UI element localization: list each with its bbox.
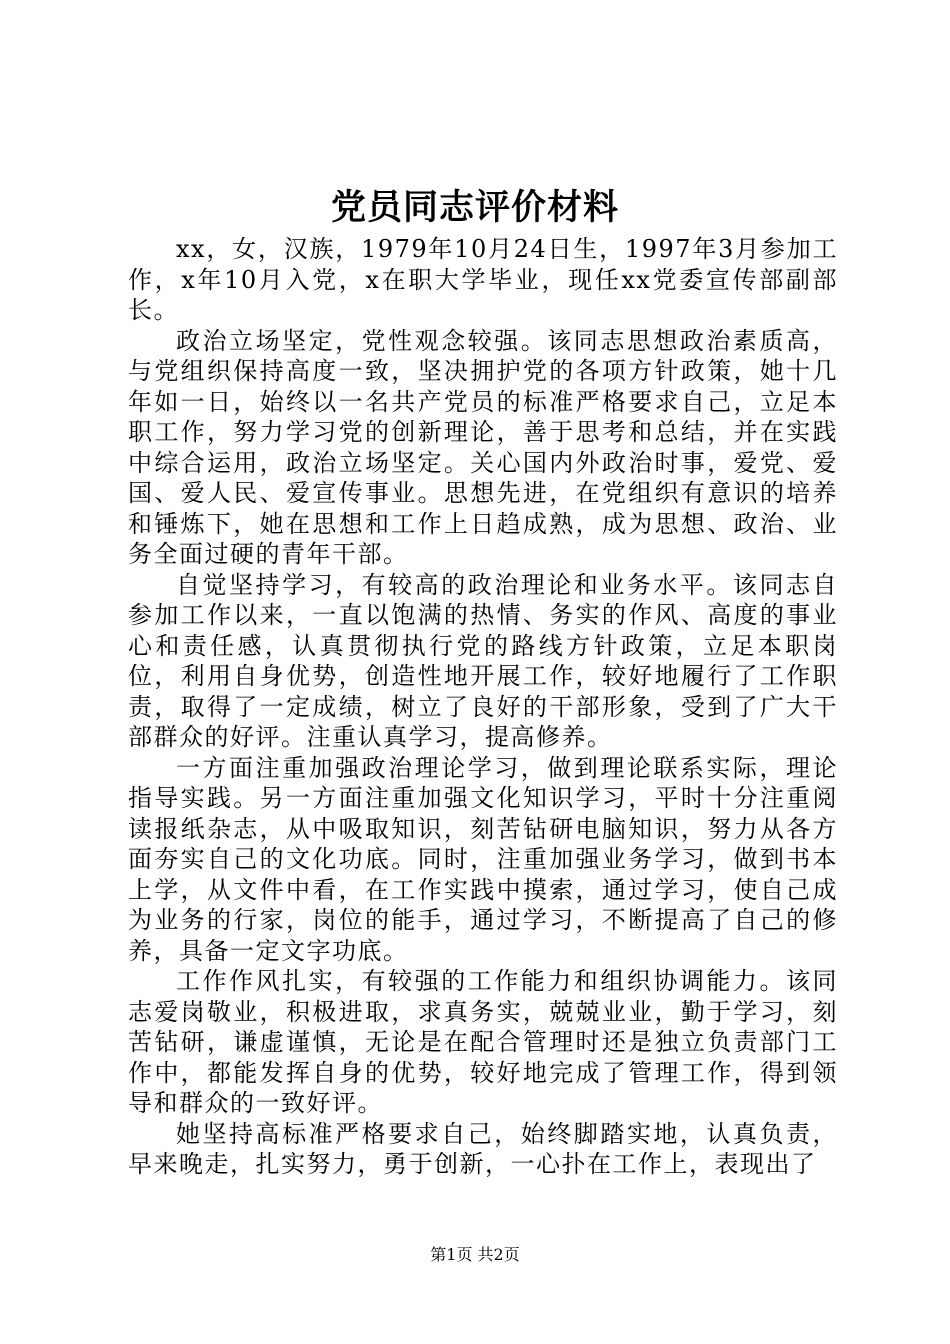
page-footer: 第1页 共2页 (430, 1245, 520, 1264)
paragraph-standards: 她坚持高标准严格要求自己，始终脚踏实地，认真负责，早来晚走，扎实努力，勇于创新，一心扑在工作上，表现出了 (128, 1119, 838, 1178)
paragraph-learning-methods: 一方面注重加强政治理论学习，做到理论联系实际，理论指导实践。另一方面注重加强文化知识学习，平时十分注重阅读报纸杂志，从中吸取知识，刻苦钻研电脑知识，努力从各方面夯实自己的文化功底。同时，注重加强业务学习，做到书本上学，从文件中看，在工作实践中摸索，通过学习，使自己成为业务的行家，岗位的能手，通过学习，不断提高了自己的修养，具备一定文字功底。 (128, 753, 838, 965)
paragraph-work-style: 工作作风扎实，有较强的工作能力和组织协调能力。该同志爱岗敬业，积极进取，求真务实，兢兢业业，勤于学习，刻苦钻研，谦虚谨慎，无论是在配合管理时还是独立负责部门工作中，都能发挥自身的优势，较好地完成了管理工作，得到领导和群众的一致好评。 (128, 967, 838, 1117)
paragraph-personal-info: xx，女，汉族，1979年10月24日生，1997年3月参加工作，x年10月入党，x在职大学毕业，现任xx党委宣传部副部长。 (128, 235, 838, 324)
page-title: 党员同志评价材料 (330, 187, 619, 228)
document-body (128, 234, 838, 1180)
paragraph-study: 自觉坚持学习，有较高的政治理论和业务水平。该同志自参加工作以来，一直以饱满的热情、务实的作风、高度的事业心和责任感，认真贯彻执行党的路线方针政策，立足本职岗位，利用自身优势，创造性地开展工作，较好地履行了工作职责，取得了一定成绩，树立了良好的干部形象，受到了广大干部群众的好评。注重认真学习，提高修养。 (128, 570, 838, 751)
paragraph-political-stance: 政治立场坚定，党性观念较强。该同志思想政治素质高，与党组织保持高度一致，坚决拥护党的各项方针政策，她十几年如一日，始终以一名共产党员的标准严格要求自己，立足本职工作，努力学习党的创新理论，善于思考和总结，并在实践中综合运用，政治立场坚定。关心国内外政治时事，爱党、爱国、爱人民、爱宣传事业。思想先进，在党组织有意识的培养和锤炼下，她在思想和工作上日趋成熟，成为思想、政治、业务全面过硬的青年干部。 (128, 326, 838, 568)
